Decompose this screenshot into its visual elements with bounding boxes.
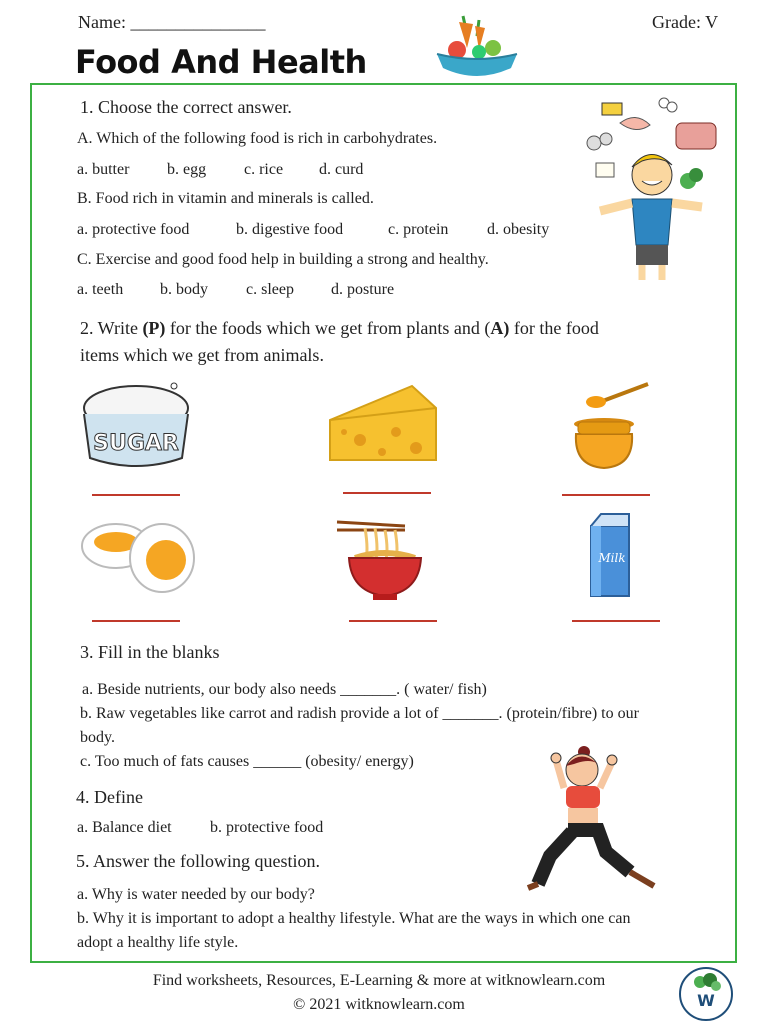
q5b-question: b. Why it is important to adopt a healthy lifestyle. What are the ways in which one can: [77, 910, 631, 927]
q1b-option: c. protein: [388, 221, 449, 238]
answer-blank-egg[interactable]: [92, 620, 180, 622]
q1a-option: a. butter: [77, 161, 130, 178]
copyright-line: © 2021 witknowlearn.com: [293, 996, 465, 1013]
q4-term: a. Balance diet: [77, 819, 172, 836]
q1a-option: d. curd: [319, 161, 364, 178]
answer-blank-sugar[interactable]: [92, 494, 180, 496]
q3b-sentence: b. Raw vegetables like carrot and radish provide a lot of _______. (protein/fibre) to our: [80, 705, 639, 722]
q3c-sentence: c. Too much of fats causes ______ (obesity/ energy): [80, 753, 414, 770]
milk-carton-icon: [585, 512, 635, 598]
q1b-option: a. protective food: [77, 221, 190, 238]
grade-label: Grade: V: [652, 12, 719, 32]
q1-heading: 1. Choose the correct answer.: [80, 97, 292, 117]
q1a-question: A. Which of the following food is rich in carbohydrates.: [77, 130, 438, 147]
name-field-label: Name: _______________: [78, 12, 266, 32]
q1a-option: b. egg: [167, 161, 207, 178]
honey-jar-icon: [570, 378, 655, 473]
q1c-question: C. Exercise and good food help in building a strong and healthy.: [77, 251, 489, 268]
boiled-egg-icon: [80, 520, 198, 595]
q1a-option: c. rice: [244, 161, 284, 178]
man-juggling-food-icon: [580, 95, 730, 290]
woman-exercising-icon: [520, 742, 660, 892]
logo-letter: W: [697, 991, 715, 1010]
answer-blank-milk[interactable]: [572, 620, 660, 622]
answer-blank-honey[interactable]: [562, 494, 650, 496]
answer-blank-cheese[interactable]: [343, 492, 431, 494]
q1b-option: d. obesity: [487, 221, 550, 238]
q5-heading: 5. Answer the following question.: [76, 851, 320, 871]
q3a-sentence: a. Beside nutrients, our body also needs _______. ( water/ fish): [82, 681, 487, 698]
q1b-question: B. Food rich in vitamin and minerals is called.: [77, 190, 374, 207]
q3-heading: 3. Fill in the blanks: [80, 642, 220, 662]
salad-bowl-icon: [433, 10, 521, 84]
answer-blank-noodles[interactable]: [349, 620, 437, 622]
noodle-bowl-icon: [335, 512, 435, 602]
sugar-jar-label: SUGAR: [93, 431, 179, 456]
q1c-option: d. posture: [331, 281, 395, 298]
page-title: Food And Health: [75, 43, 367, 81]
q4-heading: 4. Define: [76, 787, 143, 807]
q3b-sentence-cont: body.: [80, 729, 115, 746]
witknowlearn-logo-icon: [678, 966, 734, 1022]
milk-carton-label: Milk: [598, 551, 626, 565]
q2-instruction: 2. Write (P) for the foods which we get from plants and (A) for the food: [80, 318, 599, 338]
q1c-option: a. teeth: [77, 281, 124, 298]
sugar-jar-icon: [78, 378, 198, 473]
footer-line: Find worksheets, Resources, E-Learning & more at witknowlearn.com: [152, 972, 606, 989]
q5b-question-cont: adopt a healthy life style.: [77, 934, 239, 951]
q4-term: b. protective food: [210, 819, 324, 836]
q1c-option: c. sleep: [246, 281, 294, 298]
q1c-option: b. body: [160, 281, 208, 298]
q1b-option: b. digestive food: [236, 221, 344, 238]
q5a-question: a. Why is water needed by our body?: [77, 886, 315, 903]
cheese-icon: [326, 380, 441, 466]
q2-instruction-line2: items which we get from animals.: [80, 345, 324, 365]
